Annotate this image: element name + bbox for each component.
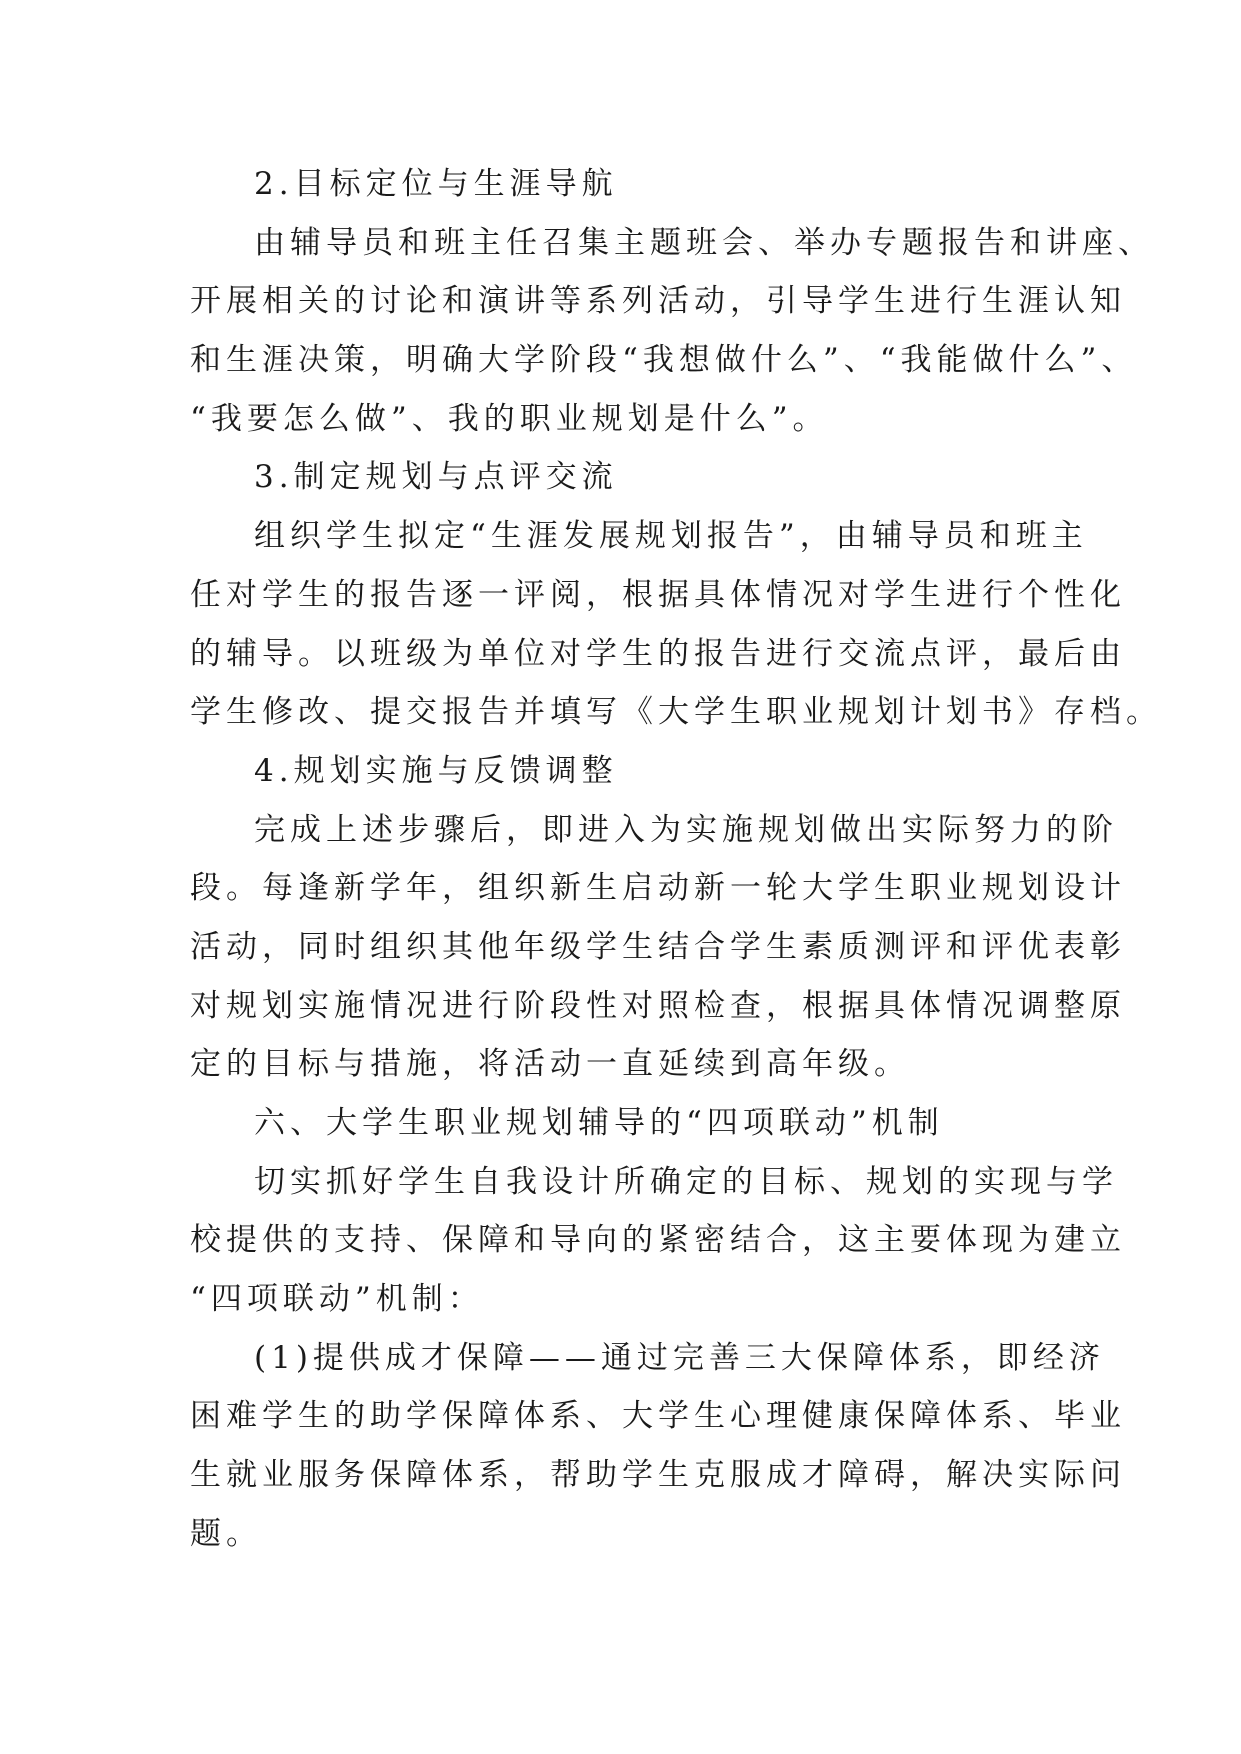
paragraph-line: 校提供的支持、保障和导向的紧密结合，这主要体现为建立	[190, 1222, 1126, 1259]
paragraph-line: 对规划实施情况进行阶段性对照检查，根据具体情况调整原	[190, 987, 1126, 1024]
list-item-line: (1)提供成才保障——通过完善三大保障体系，即经济	[254, 1339, 1105, 1376]
document-body	[190, 155, 1162, 1564]
paragraph-line: 完成上述步骤后，即进入为实施规划做出实际努力的阶	[254, 811, 1118, 848]
section-heading-goal-positioning: 2.目标定位与生涯导航	[254, 166, 618, 202]
paragraph-line: 段。每逢新学年，组织新生启动新一轮大学生职业规划设计	[190, 870, 1126, 907]
paragraph-line: 题。	[190, 1515, 262, 1552]
paragraph-line: 开展相关的讨论和演讲等系列活动，引导学生进行生涯认知	[190, 283, 1126, 320]
paragraph-line: 困难学生的助学保障体系、大学生心理健康保障体系、毕业	[190, 1398, 1126, 1435]
paragraph-line: 切实抓好学生自我设计所确定的目标、规划的实现与学	[254, 1163, 1118, 1200]
paragraph-line: “四项联动”机制：	[190, 1281, 484, 1318]
paragraph-line: 学生修改、提交报告并填写《大学生职业规划计划书》存档。	[190, 694, 1162, 731]
paragraph-line: 任对学生的报告逐一评阅，根据具体情况对学生进行个性化	[190, 576, 1126, 613]
paragraph-line: “我要怎么做”、我的职业规划是什么”。	[190, 400, 829, 437]
paragraph-line: 生就业服务保障体系，帮助学生克服成才障碍，解决实际问	[190, 1457, 1126, 1494]
paragraph-line: 组织学生拟定“生涯发展规划报告”，由辅导员和班主	[254, 518, 1088, 555]
paragraph-line: 定的目标与措施，将活动一直延续到高年级。	[190, 1046, 910, 1083]
paragraph-line: 的辅导。以班级为单位对学生的报告进行交流点评，最后由	[190, 635, 1126, 672]
section-heading-plan-review: 3.制定规划与点评交流	[254, 459, 618, 496]
paragraph-line: 活动，同时组织其他年级学生结合学生素质测评和评优表彰	[190, 928, 1126, 965]
section-heading-four-linkage: 六、大学生职业规划辅导的“四项联动”机制	[254, 1105, 944, 1141]
section-heading-implementation: 4.规划实施与反馈调整	[254, 752, 618, 789]
paragraph-line: 由辅导员和班主任召集主题班会、举办专题报告和讲座、	[254, 224, 1154, 261]
paragraph-line: 和生涯决策，明确大学阶段“我想做什么”、“我能做什么”、	[190, 342, 1138, 379]
